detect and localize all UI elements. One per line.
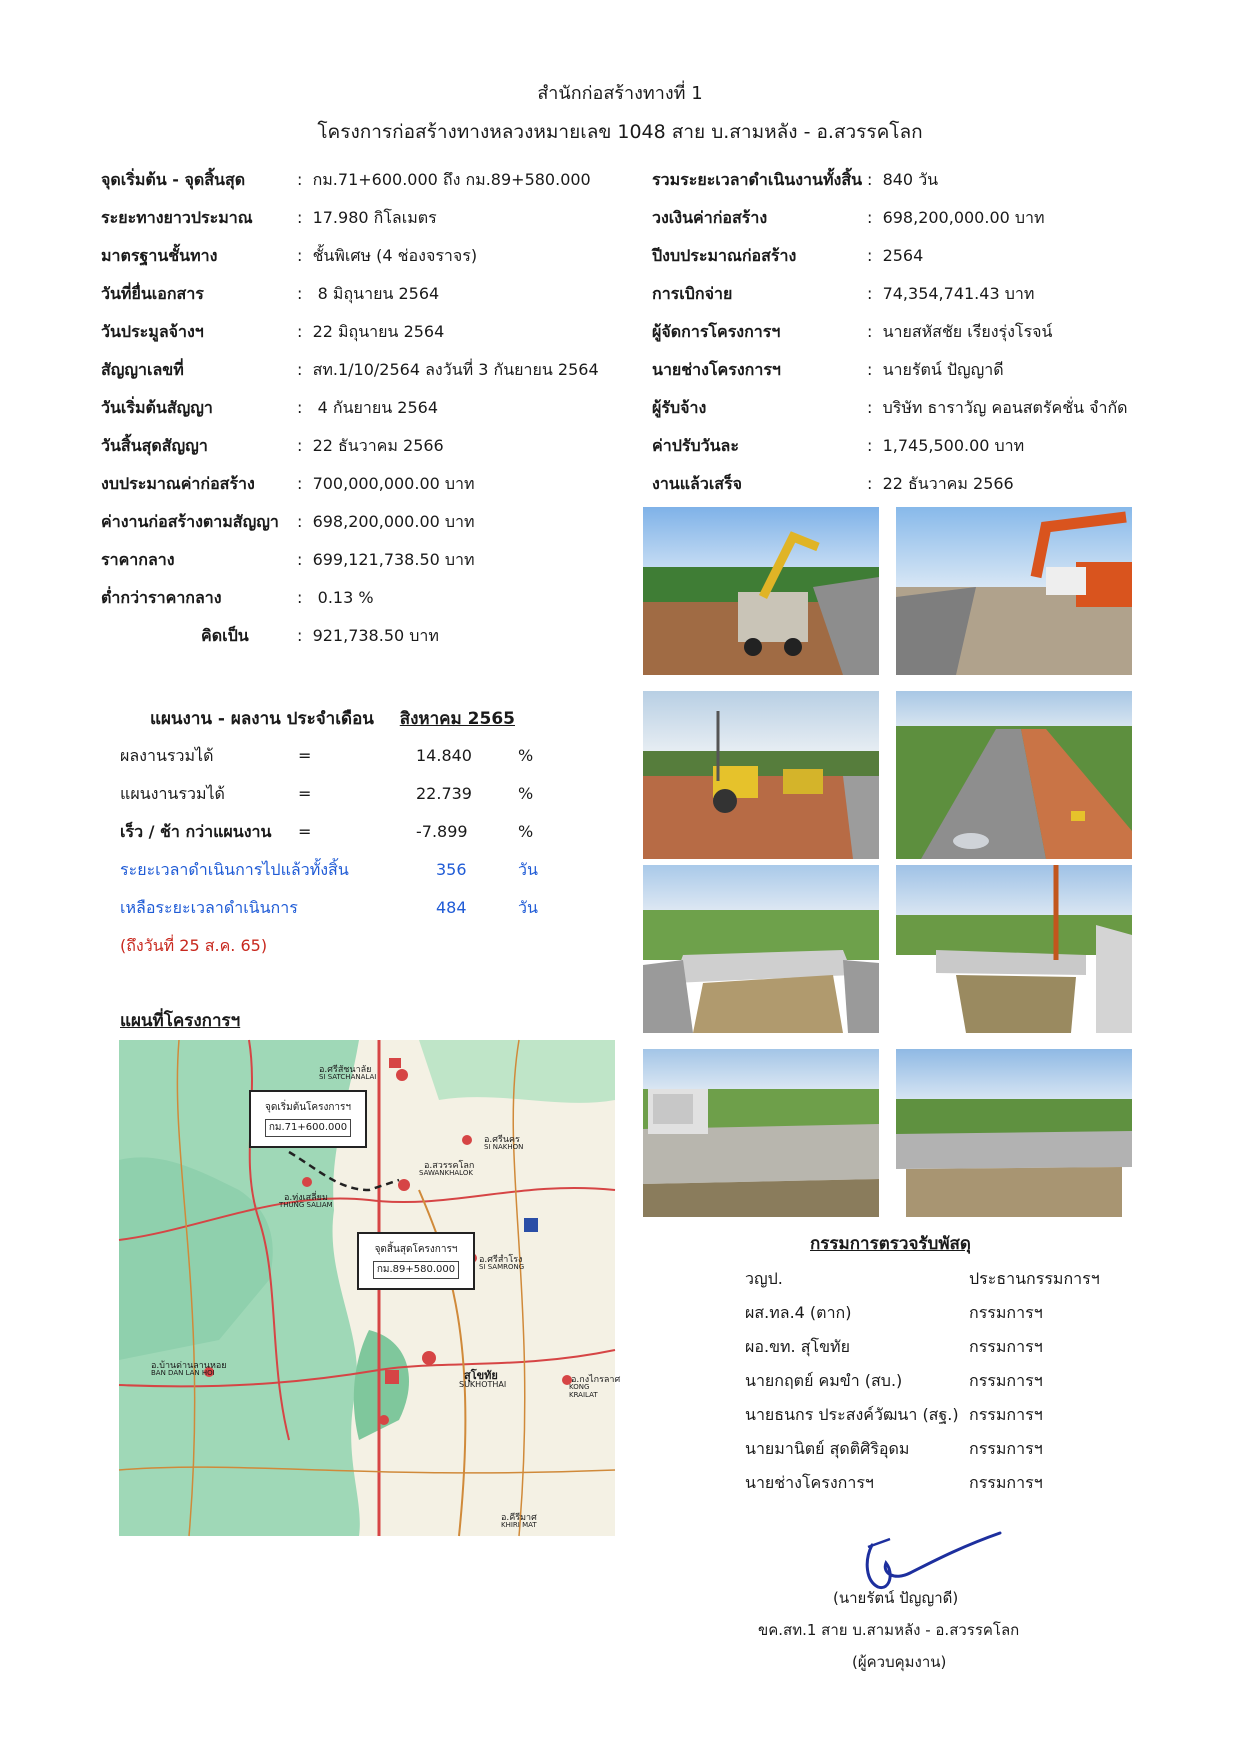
info-value: : ชั้นพิเศษ (4 ช่องจราจร) <box>297 246 478 265</box>
project-title: โครงการก่อสร้างทางหลวงหมายเลข 1048 สาย บ.สามหลัง - อ.สวรรคโลก <box>317 121 923 143</box>
photo-road-aerial <box>896 691 1132 859</box>
info-value: : 22 มิถุนายน 2564 <box>297 322 445 341</box>
photo-orange-excavator <box>896 507 1132 675</box>
map-title: แผนที่โครงการฯ <box>120 1011 241 1031</box>
remaining-label: เหลือระยะเวลาดำเนินการ <box>120 898 298 917</box>
info-value: : นายสหัสชัย เรียงรุ่งโรจน์ <box>867 322 1053 341</box>
progress-label: ผลงานรวมได้ <box>120 746 214 765</box>
info-value: : 1,745,500.00 บาท <box>867 436 1025 455</box>
info-row <box>101 395 439 421</box>
progress-value: 14.840 <box>416 746 472 765</box>
info-row <box>101 433 444 459</box>
signature-position: ขค.สท.1 สาย บ.สามหลัง - อ.สวรรคโลก <box>758 1621 1020 1639</box>
info-label: ผู้รับจ้าง <box>652 398 707 417</box>
committee-member <box>745 1436 1043 1462</box>
committee-member <box>745 1368 1043 1394</box>
info-row <box>652 471 1014 497</box>
member-role: กรรมการฯ <box>969 1405 1043 1424</box>
progress-eq: = <box>298 784 312 803</box>
member-name: นายธนกร ประสงค์วัฒนา (สฐ.) <box>745 1405 959 1424</box>
info-label: ปีงบประมาณก่อสร้าง <box>652 246 797 265</box>
member-role: กรรมการฯ <box>969 1371 1043 1390</box>
map-town: SUKHOTHAI <box>459 1380 507 1389</box>
info-label: ค่าปรับวันละ <box>652 436 739 455</box>
info-row <box>101 471 475 497</box>
photo-bridge-deck <box>896 1049 1132 1217</box>
progress-row <box>120 819 560 845</box>
elapsed-unit: วัน <box>518 860 538 879</box>
member-role: กรรมการฯ <box>969 1473 1043 1492</box>
info-label: จุดเริ่มต้น - จุดสิ้นสุด <box>101 170 246 189</box>
committee-member <box>745 1470 1043 1496</box>
map-town: BAN DAN LAN HOI <box>151 1369 215 1377</box>
info-value: : 4 กันยายน 2564 <box>297 398 439 417</box>
committee-title: กรรมการตรวจรับพัสดุ <box>810 1234 971 1254</box>
info-row <box>652 395 1128 421</box>
elapsed-row <box>120 857 560 883</box>
signature-name: (นายรัตน์ ปัญญาดี) <box>833 1589 959 1607</box>
map-town: SI SATCHANALAI <box>319 1073 377 1081</box>
progress-label: เร็ว / ช้า กว่าแผนงาน <box>120 822 272 841</box>
end-point-label: จุดสิ้นสุดโครงการฯ <box>374 1244 458 1255</box>
map-town: SI SAMRONG <box>479 1263 525 1271</box>
info-label: นายช่างโครงการฯ <box>652 360 781 379</box>
info-value: : 22 ธันวาคม 2566 <box>867 474 1014 493</box>
map-town: THUNG SALIAM <box>279 1201 333 1209</box>
info-label: ผู้จัดการโครงการฯ <box>652 322 781 341</box>
info-label: สัญญาเลขที่ <box>101 360 184 379</box>
info-label: วงเงินค่าก่อสร้าง <box>652 208 768 227</box>
info-label: งบประมาณค่าก่อสร้าง <box>101 474 255 493</box>
info-value: : 699,121,738.50 บาท <box>297 550 475 569</box>
info-row <box>652 205 1045 231</box>
map-town: KONG KRAILAT <box>569 1383 598 1399</box>
info-label: วันสิ้นสุดสัญญา <box>101 436 208 455</box>
info-row <box>101 205 437 231</box>
info-label: รวมระยะเวลาดำเนินงานทั้งสิ้น <box>652 170 863 189</box>
info-label: วันเริ่มต้นสัญญา <box>101 398 213 417</box>
start-point-box <box>249 1090 367 1148</box>
photo-excavator-truck <box>643 507 879 675</box>
info-value: : 74,354,741.43 บาท <box>867 284 1035 303</box>
committee-member <box>745 1266 1100 1292</box>
info-row <box>101 509 475 535</box>
info-value: : 8 มิถุนายน 2564 <box>297 284 440 303</box>
info-row <box>652 433 1025 459</box>
map-town: อ.สวรรคโลก <box>424 1161 475 1171</box>
start-point-km: กม.71+600.000 <box>265 1119 351 1137</box>
member-name: ผส.ทล.4 (ตาก) <box>745 1303 852 1322</box>
info-value: : 22 ธันวาคม 2566 <box>297 436 444 455</box>
committee-member <box>745 1402 1043 1428</box>
member-name: นายช่างโครงการฯ <box>745 1473 874 1492</box>
map-town: อ.ศรีสัชนาลัย <box>319 1065 372 1075</box>
photo-bridge-rebar <box>896 865 1132 1033</box>
info-row <box>101 357 599 383</box>
info-row <box>101 281 440 307</box>
info-value: : 698,200,000.00 บาท <box>297 512 475 531</box>
progress-eq: = <box>298 746 312 765</box>
remaining-value: 484 <box>436 898 467 917</box>
info-label: ค่างานก่อสร้างตามสัญญา <box>101 512 279 531</box>
info-label: ระยะทางยาวประมาณ <box>101 208 253 227</box>
info-value: : 840 วัน <box>867 170 939 189</box>
map-town: KHIRI MAT <box>501 1521 537 1529</box>
info-value: : นายรัตน์ ปัญญาดี <box>867 360 1004 379</box>
info-row <box>652 243 924 269</box>
info-row <box>652 319 1053 345</box>
info-value: : 700,000,000.00 บาท <box>297 474 475 493</box>
info-value: : กม.71+600.000 ถึง กม.89+580.000 <box>297 170 591 189</box>
office-title: สำนักก่อสร้างทางที่ 1 <box>537 83 703 104</box>
info-label: คิดเป็น <box>201 626 249 645</box>
progress-eq: = <box>298 822 312 841</box>
map-town: อ.กงไกรลาศ <box>571 1375 621 1385</box>
committee-member <box>745 1300 1043 1326</box>
progress-unit: % <box>518 746 534 765</box>
member-name: นายกฤตย์ คมขำ (สบ.) <box>745 1371 903 1390</box>
progress-title: แผนงาน - ผลงาน ประจำเดือน สิงหาคม 2565 <box>150 705 550 732</box>
progress-value: 22.739 <box>416 784 472 803</box>
map-town: SI NAKHON <box>484 1143 524 1151</box>
map-town: อ.คีรีมาศ <box>501 1513 537 1523</box>
remaining-row <box>120 895 560 921</box>
map-town: อ.ทุ่งเสลี่ยม <box>284 1193 328 1203</box>
info-row <box>101 585 374 611</box>
map-town: อ.บ้านด่านลานหอย <box>151 1361 227 1371</box>
member-role: กรรมการฯ <box>969 1303 1043 1322</box>
progress-row <box>120 743 560 769</box>
info-row <box>101 319 445 345</box>
info-value: : 698,200,000.00 บาท <box>867 208 1045 227</box>
remaining-unit: วัน <box>518 898 538 917</box>
info-value: : 2564 <box>867 246 924 265</box>
info-label: งานแล้วเสร็จ <box>652 474 743 493</box>
member-name: วญป. <box>745 1269 783 1288</box>
end-point-box <box>357 1232 475 1290</box>
photo-roller <box>643 691 879 859</box>
progress-month: สิงหาคม 2565 <box>399 709 515 729</box>
elapsed-label: ระยะเวลาดำเนินการไปแล้วทั้งสิ้น <box>120 860 349 879</box>
progress-unit: % <box>518 784 534 803</box>
elapsed-value: 356 <box>436 860 467 879</box>
progress-label: แผนงานรวมได้ <box>120 784 225 803</box>
info-row <box>652 281 1035 307</box>
info-label: วันประมูลจ้างฯ <box>101 322 204 341</box>
photo-concrete-pour <box>643 1049 879 1217</box>
member-role: กรรมการฯ <box>969 1439 1043 1458</box>
info-label: ราคากลาง <box>101 550 175 569</box>
progress-unit: % <box>518 822 534 841</box>
info-value: : 0.13 % <box>297 588 374 607</box>
end-point-km: กม.89+580.000 <box>373 1261 459 1279</box>
start-point-label: จุดเริ่มต้นโครงการฯ <box>264 1102 352 1113</box>
member-role: กรรมการฯ <box>969 1337 1043 1356</box>
as-of-date: (ถึงวันที่ 25 ส.ค. 65) <box>120 936 268 955</box>
member-name: ผอ.ขท. สุโขทัย <box>745 1337 850 1356</box>
member-name: นายมานิตย์ สุดติศิริอุดม <box>745 1439 910 1458</box>
info-row <box>652 167 939 193</box>
member-role: ประธานกรรมการฯ <box>969 1269 1100 1288</box>
info-row <box>101 167 591 193</box>
signature-role: (ผู้ควบคุมงาน) <box>852 1653 947 1671</box>
info-row <box>101 547 475 573</box>
info-row <box>652 357 1004 383</box>
map-town: SAWANKHALOK <box>419 1169 473 1177</box>
map-town: อ.ศรีสำโรง <box>479 1255 523 1265</box>
committee-member <box>745 1334 1043 1360</box>
info-label: ต่ำกว่าราคากลาง <box>101 588 222 607</box>
info-value: : สท.1/10/2564 ลงวันที่ 3 กันยายน 2564 <box>297 360 599 379</box>
info-label: การเบิกจ่าย <box>652 284 733 303</box>
progress-row <box>120 781 560 807</box>
info-row <box>101 243 478 269</box>
info-value: : 17.980 กิโลเมตร <box>297 208 437 227</box>
handwritten-signature <box>860 1525 1010 1595</box>
info-label: วันที่ยื่นเอกสาร <box>101 284 204 303</box>
info-value: : 921,738.50 บาท <box>297 626 439 645</box>
info-label: มาตรฐานชั้นทาง <box>101 246 218 265</box>
map-town: อ.ศรีนคร <box>484 1135 520 1145</box>
project-map <box>119 1040 621 1536</box>
map-town: สุโขทัย <box>464 1369 498 1382</box>
photo-bridge-formwork <box>643 865 879 1033</box>
progress-value: -7.899 <box>416 822 468 841</box>
info-value: : บริษัท ธาราวัญ คอนสตรัคชั่น จำกัด <box>867 398 1128 417</box>
